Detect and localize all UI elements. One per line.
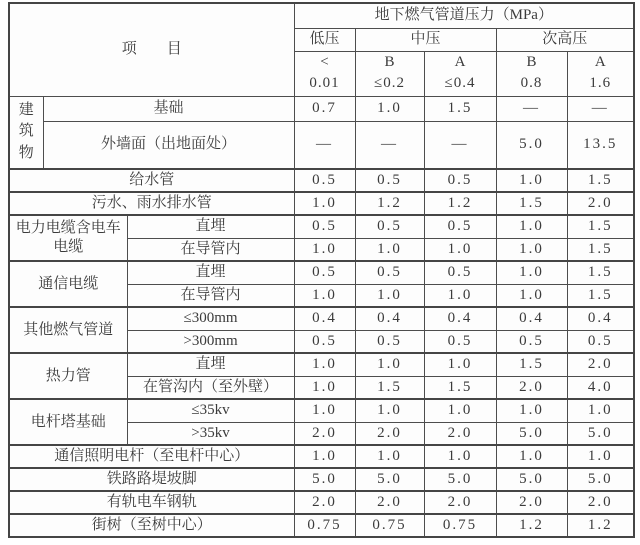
value-cell: — — [424, 121, 496, 169]
item-label-cell: 给水管 — [9, 169, 294, 192]
value-cell: 1.0 — [496, 215, 567, 238]
table-row — [9, 399, 634, 422]
value-cell: 1.0 — [294, 376, 355, 399]
value-cell: 1.0 — [424, 353, 496, 376]
value-cell: 13.5 — [567, 121, 634, 169]
gas-pipeline-clearance-table — [8, 2, 635, 538]
category-cell: 电力电缆含电车电缆 — [9, 215, 127, 261]
pressure-grade: B — [384, 54, 395, 70]
value-cell: 0.5 — [355, 169, 424, 192]
value-cell: 5.0 — [496, 121, 567, 169]
value-cell: 0.5 — [567, 330, 634, 353]
category-cell-vertical — [9, 96, 43, 169]
value-cell: 2.0 — [294, 422, 355, 445]
table-row — [9, 96, 634, 121]
item-label-cell: 基础 — [43, 96, 294, 121]
table-row — [9, 514, 634, 537]
value-cell: 0.5 — [294, 215, 355, 238]
item-label-cell: ≤35kv — [127, 399, 294, 422]
value-cell: 2.0 — [567, 491, 634, 514]
value-cell: 5.0 — [294, 468, 355, 491]
value-cell: 1.0 — [355, 96, 424, 121]
value-cell: — — [294, 121, 355, 169]
value-cell: 1.0 — [424, 284, 496, 307]
value-cell: 1.0 — [496, 169, 567, 192]
item-label-cell: 铁路路堤坡脚 — [9, 468, 294, 491]
pressure-title: 地下燃气管道压力（MPa） — [294, 3, 634, 28]
pressure-sub-medium-b — [355, 51, 424, 96]
value-cell: 0.5 — [294, 261, 355, 284]
value-cell: 1.0 — [567, 399, 634, 422]
item-label-cell: 在导管内 — [127, 284, 294, 307]
item-label-cell: 外墙面（出地面处） — [43, 121, 294, 169]
value-cell: 1.0 — [294, 192, 355, 215]
value-cell: 0.5 — [424, 215, 496, 238]
value-cell: 1.0 — [496, 445, 567, 468]
item-label-cell: 有轨电车钢轨 — [9, 491, 294, 514]
value-cell: 0.4 — [424, 307, 496, 330]
pressure-sub-subhigh-a — [567, 51, 634, 96]
value-cell: 5.0 — [567, 422, 634, 445]
value-cell: 1.0 — [424, 238, 496, 261]
value-cell: 1.0 — [294, 445, 355, 468]
item-label-cell: 通信照明电杆（至电杆中心） — [9, 445, 294, 468]
value-cell: 1.0 — [496, 238, 567, 261]
value-cell: 0.75 — [355, 514, 424, 537]
table-row — [9, 307, 634, 330]
value-cell: 2.0 — [355, 422, 424, 445]
table-row — [9, 169, 634, 192]
value-cell: 5.0 — [567, 468, 634, 491]
value-cell: 1.0 — [496, 284, 567, 307]
value-cell: 1.0 — [294, 238, 355, 261]
pressure-limit: ≤0.4 — [444, 75, 476, 91]
value-cell: 1.0 — [355, 445, 424, 468]
value-cell: 0.5 — [424, 169, 496, 192]
item-label-cell: 街树（至树中心） — [9, 514, 294, 537]
value-cell: 2.0 — [567, 192, 634, 215]
value-cell: 1.0 — [294, 284, 355, 307]
value-cell: 0.75 — [424, 514, 496, 537]
value-cell: 1.5 — [496, 192, 567, 215]
value-cell: 1.0 — [355, 238, 424, 261]
value-cell: 1.0 — [496, 261, 567, 284]
item-label-cell: 污水、雨水排水管 — [9, 192, 294, 215]
value-cell: 0.75 — [294, 514, 355, 537]
value-cell: 1.2 — [567, 514, 634, 537]
item-label-cell: 在导管内 — [127, 238, 294, 261]
pressure-group-low: 低压 — [294, 28, 355, 51]
value-cell: 0.4 — [496, 307, 567, 330]
pressure-group-medium: 中压 — [355, 28, 496, 51]
pressure-limit: 0.8 — [520, 75, 543, 91]
value-cell: 1.0 — [567, 445, 634, 468]
value-cell: — — [567, 96, 634, 121]
item-label-cell: 在管沟内（至外壁） — [127, 376, 294, 399]
value-cell: 2.0 — [496, 376, 567, 399]
pressure-limit: ≤0.2 — [374, 75, 406, 91]
value-cell: 4.0 — [567, 376, 634, 399]
value-cell: 1.2 — [355, 192, 424, 215]
value-cell: 1.5 — [496, 353, 567, 376]
value-cell: 0.7 — [294, 96, 355, 121]
category-cell: 其他燃气管道 — [9, 307, 127, 353]
value-cell: 0.5 — [355, 215, 424, 238]
value-cell: 1.0 — [424, 399, 496, 422]
pressure-limit: 0.01 — [309, 75, 340, 91]
pressure-grade: < — [320, 54, 329, 70]
pressure-grade: A — [594, 54, 606, 70]
table-body — [9, 96, 634, 537]
value-cell: 1.5 — [424, 96, 496, 121]
value-cell: 2.0 — [496, 491, 567, 514]
value-cell: 0.5 — [496, 330, 567, 353]
category-cell: 电杆塔基础 — [9, 399, 127, 445]
item-label-cell: >35kv — [127, 422, 294, 445]
value-cell: 5.0 — [355, 468, 424, 491]
pressure-limit: 1.6 — [589, 75, 612, 91]
value-cell: 1.5 — [567, 284, 634, 307]
value-cell: 1.5 — [424, 376, 496, 399]
value-cell: 0.5 — [424, 261, 496, 284]
table-row — [9, 215, 634, 238]
value-cell: 1.5 — [567, 215, 634, 238]
item-label-cell: ≤300mm — [127, 307, 294, 330]
value-cell: 1.5 — [567, 169, 634, 192]
value-cell: 1.0 — [355, 353, 424, 376]
value-cell: — — [355, 121, 424, 169]
value-cell: — — [496, 96, 567, 121]
value-cell: 1.5 — [567, 261, 634, 284]
value-cell: 0.5 — [355, 330, 424, 353]
pressure-group-subhigh: 次高压 — [496, 28, 634, 51]
table-row — [9, 121, 634, 169]
value-cell: 0.5 — [355, 261, 424, 284]
value-cell: 1.5 — [355, 376, 424, 399]
item-column-header: 项 目 — [9, 3, 294, 96]
table-row — [9, 192, 634, 215]
pressure-grade: B — [526, 54, 537, 70]
vertical-category-text: 建筑物 — [18, 101, 34, 162]
value-cell: 2.0 — [355, 491, 424, 514]
pressure-sub-medium-a — [424, 51, 496, 96]
value-cell: 5.0 — [496, 468, 567, 491]
pressure-sub-subhigh-b — [496, 51, 567, 96]
value-cell: 5.0 — [496, 422, 567, 445]
table-row — [9, 491, 634, 514]
table-row — [9, 261, 634, 284]
item-label-cell: >300mm — [127, 330, 294, 353]
table-row — [9, 468, 634, 491]
value-cell: 1.0 — [294, 353, 355, 376]
category-cell: 通信电缆 — [9, 261, 127, 307]
value-cell: 2.0 — [424, 422, 496, 445]
category-cell: 热力管 — [9, 353, 127, 399]
value-cell: 2.0 — [294, 491, 355, 514]
table-row — [9, 445, 634, 468]
value-cell: 0.4 — [294, 307, 355, 330]
value-cell: 0.5 — [424, 330, 496, 353]
item-label-cell: 直埋 — [127, 353, 294, 376]
value-cell: 1.5 — [567, 238, 634, 261]
value-cell: 2.0 — [567, 353, 634, 376]
pressure-sub-low — [294, 51, 355, 96]
value-cell: 1.0 — [496, 399, 567, 422]
pressure-grade: A — [454, 54, 466, 70]
item-label-cell: 直埋 — [127, 261, 294, 284]
value-cell: 5.0 — [424, 468, 496, 491]
value-cell: 1.0 — [355, 284, 424, 307]
value-cell: 0.4 — [355, 307, 424, 330]
value-cell: 0.5 — [294, 169, 355, 192]
value-cell: 2.0 — [424, 491, 496, 514]
table-header — [9, 3, 634, 96]
value-cell: 1.2 — [424, 192, 496, 215]
value-cell: 1.0 — [355, 399, 424, 422]
value-cell: 0.5 — [294, 330, 355, 353]
table-row — [9, 353, 634, 376]
value-cell: 0.4 — [567, 307, 634, 330]
item-label-cell: 直埋 — [127, 215, 294, 238]
value-cell: 1.0 — [424, 445, 496, 468]
value-cell: 1.2 — [496, 514, 567, 537]
value-cell: 1.0 — [294, 399, 355, 422]
